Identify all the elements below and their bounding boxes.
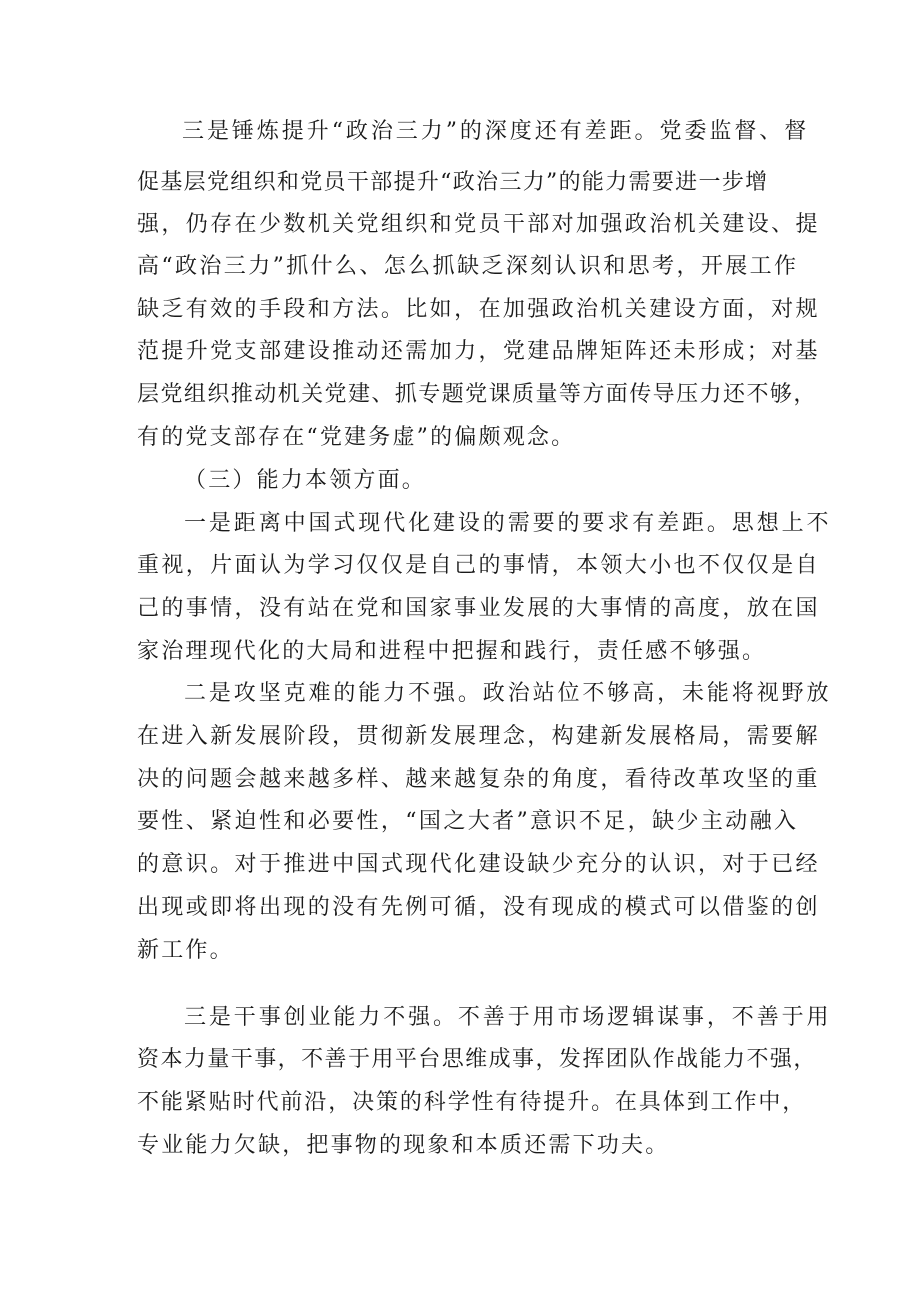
- paragraph-4-line-1: 三是干事创业能力不强。不善于用市场逻辑谋事，不善于用: [184, 1005, 832, 1030]
- paragraph-3-line-7: 新工作。: [137, 938, 234, 963]
- paragraph-4-line-4: 专业能力欠缺，把事物的现象和本质还需下功夫。: [137, 1133, 670, 1158]
- paragraph-3-line-6: 出现或即将出现的没有先例可循，没有现成的模式可以借鉴的创: [137, 895, 820, 920]
- paragraph-1-line-3: 强，仍存在少数机关党组织和党员干部对加强政治机关建设、提: [137, 212, 820, 237]
- paragraph-3-line-1: 二是攻坚克难的能力不强。政治站位不够高，未能将视野放: [184, 681, 832, 706]
- paragraph-2-line-3: 己的事情，没有站在党和国家事业发展的大事情的高度，放在国: [137, 596, 820, 621]
- paragraph-3-line-3: 决的问题会越来越多样、越来越复杂的角度，看待改革攻坚的重: [137, 767, 820, 792]
- paragraph-1-line-2: 促基层党组织和党员干部提升“政治三力”的能力需要进一步增: [137, 170, 769, 195]
- paragraph-1-line-1: 三是锤炼提升“政治三力”的深度还有差距。党委监督、督: [182, 119, 810, 144]
- paragraph-4-line-2: 资本力量干事，不善于用平台思维成事，发挥团队作战能力不强，: [137, 1047, 817, 1072]
- paragraph-2-line-4: 家治理现代化的大局和进程中把握和践行，责任感不够强。: [137, 639, 767, 664]
- paragraph-2-line-2: 重视，片面认为学习仅仅是自己的事情，本领大小也不仅仅是自: [137, 553, 820, 578]
- paragraph-3-line-4: 要性、紧迫性和必要性，“国之大者”意识不足，缺少主动融入: [137, 809, 799, 834]
- paragraph-1-line-8: 有的党支部存在“党建务虚”的偏颇观念。: [137, 425, 576, 450]
- section-heading: （三）能力本领方面。: [184, 468, 427, 493]
- paragraph-3-line-5: 的意识。对于推进中国式现代化建设缺少充分的认识，对于已经: [137, 852, 820, 877]
- paragraph-1-line-5: 缺乏有效的手段和方法。比如，在加强政治机关建设方面，对规: [137, 297, 820, 322]
- paragraph-1-line-6: 范提升党支部建设推动还需加力，党建品牌矩阵还未形成；对基: [137, 339, 820, 364]
- paragraph-1-line-4: 高“政治三力”抓什么、怎么抓缺乏深刻认识和思考，开展工作: [137, 254, 799, 279]
- paragraph-2-line-1: 一是距离中国式现代化建设的需要的要求有差距。思想上不: [184, 511, 832, 536]
- paragraph-3-line-2: 在进入新发展阶段，贯彻新发展理念，构建新发展格局，需要解: [137, 724, 820, 749]
- paragraph-4-line-3: 不能紧贴时代前沿，决策的科学性有待提升。在具体到工作中，: [137, 1090, 807, 1115]
- paragraph-1-line-7: 层党组织推动机关党建、抓专题党课质量等方面传导压力还不够，: [137, 382, 817, 407]
